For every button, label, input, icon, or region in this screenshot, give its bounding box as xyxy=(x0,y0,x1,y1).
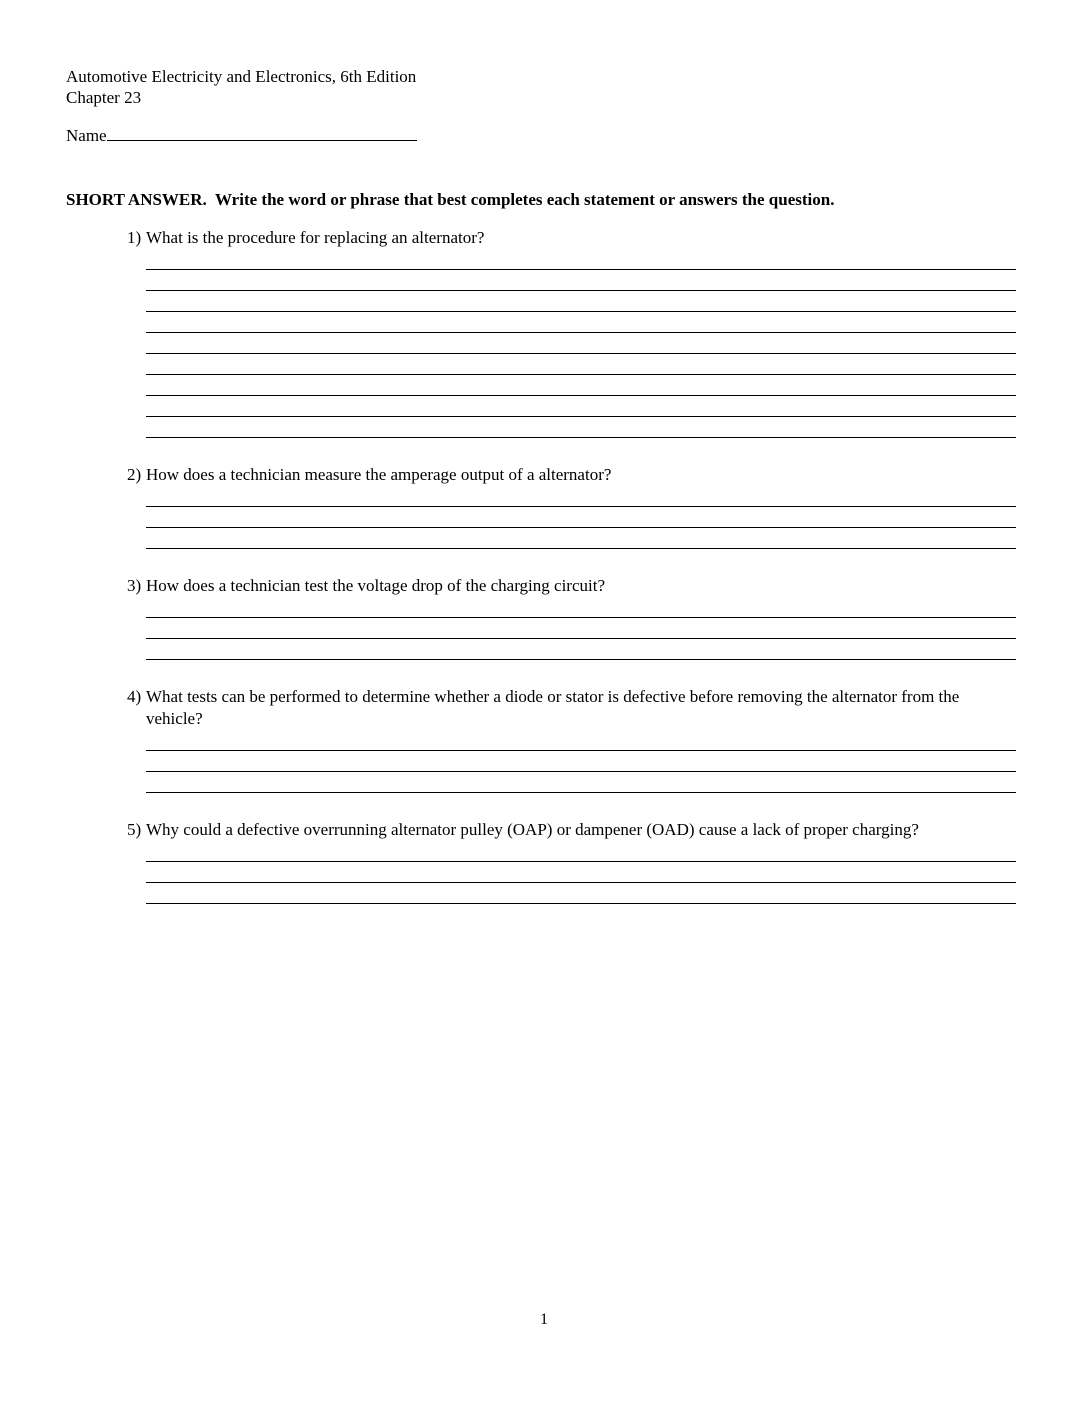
answer-line xyxy=(146,375,1016,396)
question-item xyxy=(127,575,1016,660)
answer-line xyxy=(146,333,1016,354)
answer-line xyxy=(146,772,1016,793)
answer-line xyxy=(146,841,1016,862)
question-item xyxy=(127,686,1016,793)
question-text: What tests can be performed to determine whether a diode or stator is defective before removing the alternator from the vehicle? xyxy=(146,687,960,728)
answer-line xyxy=(146,528,1016,549)
question-item xyxy=(127,464,1016,549)
question-row xyxy=(127,819,1016,841)
answer-line xyxy=(146,417,1016,438)
answer-line xyxy=(146,270,1016,291)
answer-line xyxy=(146,312,1016,333)
question-row xyxy=(127,575,1016,597)
answer-line xyxy=(146,862,1016,883)
name-row xyxy=(66,125,1048,147)
answer-line xyxy=(146,291,1016,312)
page-footer xyxy=(0,1310,1088,1330)
document-title: Automotive Electricity and Electronics, 6th Edition xyxy=(66,67,417,86)
question-text: Why could a defective overrunning alternator pulley (OAP) or dampener (OAD) cause a lack of proper charging? xyxy=(146,820,919,839)
answer-line xyxy=(146,883,1016,904)
question-row xyxy=(127,686,1016,730)
name-label: Name xyxy=(66,126,107,145)
answer-lines xyxy=(146,841,1016,904)
answer-line xyxy=(146,639,1016,660)
chapter-subtitle: Chapter 23 xyxy=(66,88,142,107)
question-text: How does a technician test the voltage drop of the charging circuit? xyxy=(146,576,605,595)
question-row xyxy=(127,227,1016,249)
question-number: 4) xyxy=(127,687,142,706)
answer-line xyxy=(146,507,1016,528)
answer-lines xyxy=(146,486,1016,549)
answer-line xyxy=(146,396,1016,417)
answer-line xyxy=(146,249,1016,270)
name-blank-line xyxy=(107,125,417,141)
answer-line xyxy=(146,730,1016,751)
question-number: 1) xyxy=(127,228,142,247)
question-number: 2) xyxy=(127,465,142,484)
answer-line xyxy=(146,597,1016,618)
answer-lines xyxy=(146,249,1016,438)
question-number: 5) xyxy=(127,820,142,839)
question-text: What is the procedure for replacing an alternator? xyxy=(146,228,485,247)
answer-lines xyxy=(146,730,1016,793)
answer-lines xyxy=(146,597,1016,660)
page-number: 1 xyxy=(540,1311,548,1328)
document-header xyxy=(66,66,1048,108)
answer-line xyxy=(146,618,1016,639)
question-text: How does a technician measure the amperage output of a alternator? xyxy=(146,465,612,484)
question-item xyxy=(127,819,1016,904)
answer-line xyxy=(146,751,1016,772)
question-row xyxy=(127,464,1016,486)
answer-line xyxy=(146,354,1016,375)
answer-line xyxy=(146,486,1016,507)
question-number: 3) xyxy=(127,576,142,595)
section-heading: SHORT ANSWER. Write the word or phrase that best completes each statement or answers the question. xyxy=(66,190,835,209)
questions-list xyxy=(127,227,1048,904)
question-item xyxy=(127,227,1016,438)
